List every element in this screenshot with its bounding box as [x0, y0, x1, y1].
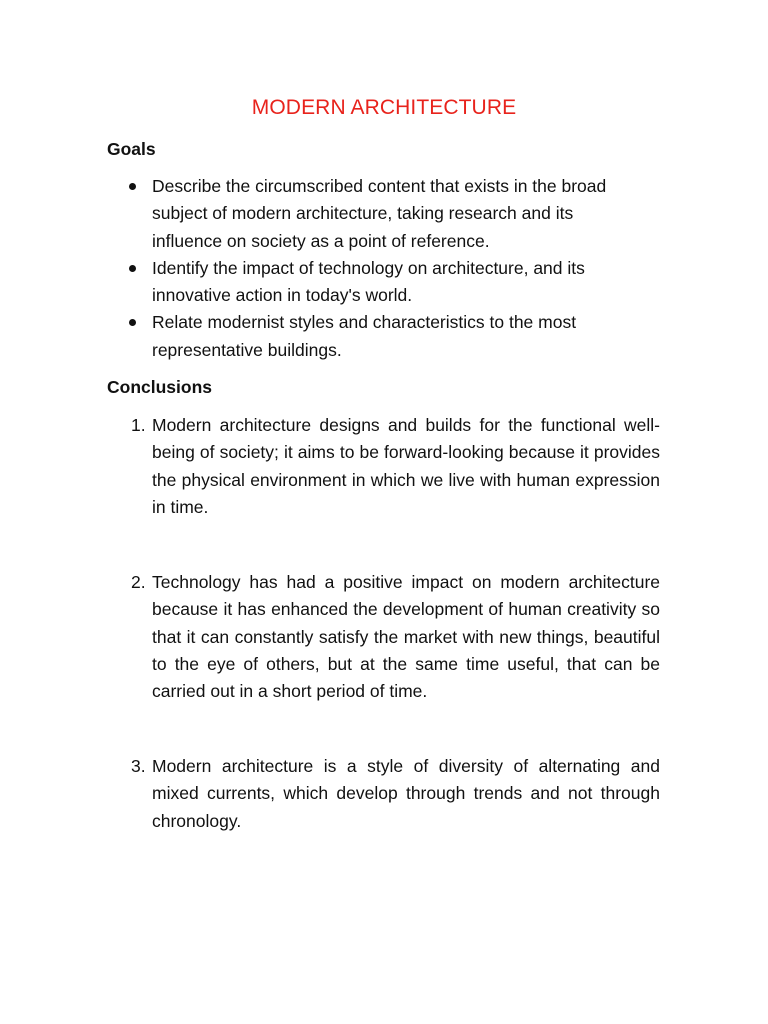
goal-item: [0, 173, 642, 255]
conclusion-text: Modern architecture designs and builds for the functional well-being of society; it aims to be forward-looking because it provides the physical environment in which we live with human expression in time.: [152, 415, 660, 517]
conclusion-text: Modern architecture is a style of diversity of alternating and mixed currents, which develop through trends and not through chronology.: [152, 756, 660, 831]
conclusion-number: 1.: [131, 415, 146, 435]
conclusion-number: 3.: [131, 756, 146, 776]
conclusion-item: [0, 412, 768, 521]
goals-heading: Goals: [107, 139, 156, 159]
bullet-icon: [129, 265, 136, 272]
conclusion-number: 2.: [131, 572, 146, 592]
goals-list: [0, 173, 768, 364]
conclusion-text: Technology has had a positive impact on modern architecture because it has enhanced the development of human creativity so that it can constantly satisfy the market with new things, beautiful to the eye of others, but at the same time useful, that can be carried out in a short period of time.: [152, 572, 660, 702]
goal-text: Identify the impact of technology on architecture, and its innovative action in today's world.: [152, 257, 585, 306]
bullet-icon: [129, 183, 136, 190]
goal-item: [0, 309, 642, 364]
goal-text: Describe the circumscribed content that exists in the broad subject of modern architecture, taking research and its influence on society as a point of reference.: [152, 176, 607, 251]
goal-item: [0, 255, 642, 310]
conclusions-heading: Conclusions: [107, 377, 213, 397]
conclusion-item: [0, 569, 768, 705]
conclusion-item: [0, 753, 768, 835]
document-title: MODERN ARCHITECTURE: [251, 96, 517, 119]
bullet-icon: [129, 319, 136, 326]
goal-text: Relate modernist styles and characteristics to the most representative buildings.: [152, 312, 577, 360]
